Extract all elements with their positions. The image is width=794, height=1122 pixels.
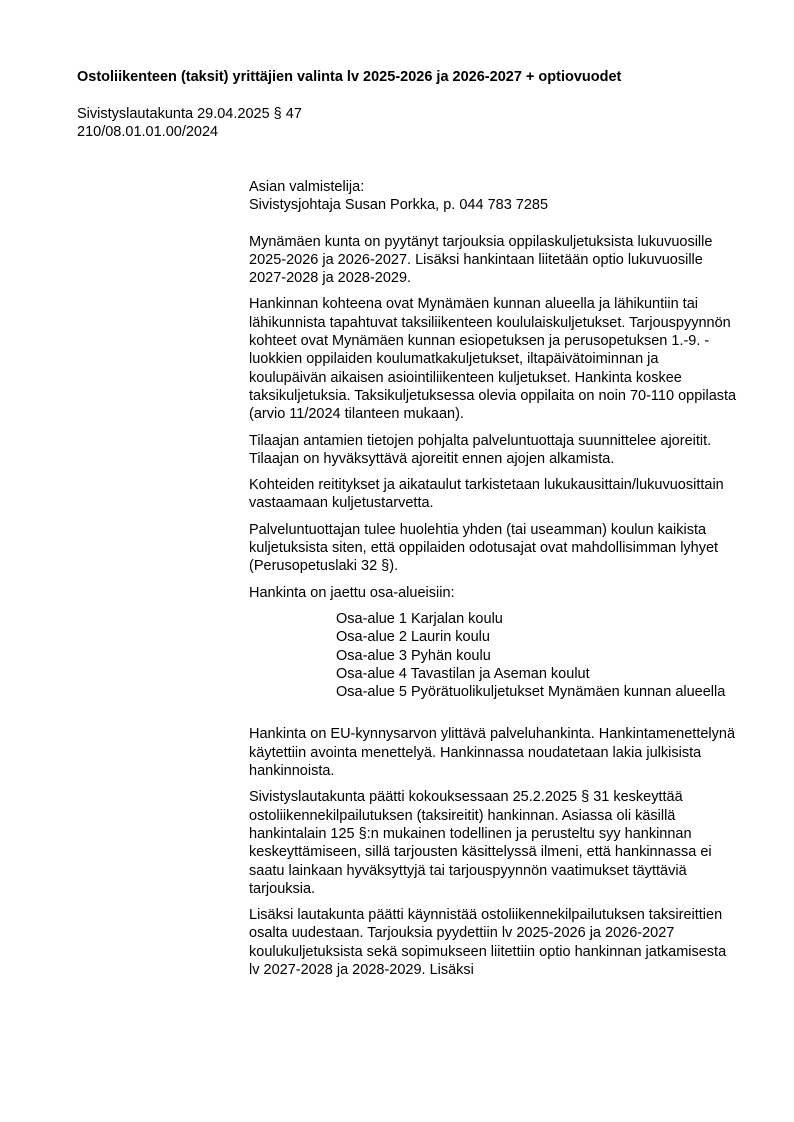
paragraph: Tilaajan antamien tietojen pohjalta palveluntuottaja suunnittelee ajoreitit. Tilaajan on hyväksyttävä ajoreitit ennen ajojen alkamista.: [249, 432, 712, 467]
paragraph: Palveluntuottajan tulee huolehtia yhden (tai useamman) koulun kaikista kuljetuksista siten, että oppilaiden odotusajat ovat mahdollisimman lyhyet (Perusopetuslaki 32 §).: [249, 521, 719, 575]
area-item: Osa-alue 5 Pyörätuolikuljetukset Mynämäen kunnan alueella: [336, 684, 726, 701]
preparer-label: Asian valmistelija:: [249, 179, 365, 195]
paragraph: Sivistyslautakunta päätti kokouksessaan 25.2.2025 § 31 keskeyttää ostoliikennekilpailutuksen (taksireitit) hankinnan. Asiassa oli käsillä hankintalain 125 §:n mukainen todellinen ja perusteltu syy hankinnan keskeyttämiseen, sillä tarjousten käsittelyssä ilmeni, että hankinnassa ei saatu lainkaan hyväksyttyjä tai tarjouspyynnön vaatimukset täyttäviä tarjouksia.: [249, 789, 712, 897]
paragraph: Kohteiden reititykset ja aikataulut tarkistetaan lukukausittain/lukuvuosittain vastaamaan kuljetustarvetta.: [249, 477, 724, 512]
area-item: Osa-alue 3 Pyhän koulu: [336, 647, 491, 664]
area-item: Osa-alue 2 Laurin koulu: [336, 629, 490, 646]
document-title: Ostoliikenteen (taksit) yrittäjien valinta lv 2025-2026 ja 2026-2027 + optiovuodet: [77, 69, 622, 85]
paragraph: Mynämäen kunta on pyytänyt tarjouksia oppilaskuljetuksista lukuvuosille 2025-2026 ja 2026-2027. Lisäksi hankintaan liitetään optio lukuvuosille 2027-2028 ja 2028-2029.: [249, 233, 713, 287]
preparer-person: Sivistysjohtaja Susan Porkka, p. 044 783 7285: [249, 197, 549, 214]
paragraph: Hankinta on EU-kynnysarvon ylittävä palveluhankinta. Hankintamenettelynä käytettiin avointa menettelyä. Hankinnassa noudatetaan lakia julkisista hankinnoista.: [249, 726, 736, 780]
board-meeting-line: Sivistyslautakunta 29.04.2025 § 47: [77, 106, 302, 122]
meeting-meta: [77, 105, 302, 141]
area-list: [336, 610, 739, 701]
preparer-block: [249, 178, 739, 215]
document-body: [249, 178, 739, 987]
paragraph: Hankinnan kohteena ovat Mynämäen kunnan alueella ja lähikuntiin tai lähikunnista tapahtuvat taksiliikenteen koululaiskuljetukset. Tarjouspyynnön kohteet ovat Mynämäen kunnan esiopetuksen ja perusopetuksen 1.-9. -luokkien oppilaiden koulumatkakuljetukset, iltapäivätoiminnan ja koulupäivän aikaisen asiointiliikenteen kuljetukset. Hankinta koskee taksikuljetuksia. Taksikuljetuksessa olevia oppilaita on noin 70-110 oppilasta (arvio 11/2024 tilanteen mukaan).: [249, 296, 737, 423]
paragraph: Lisäksi lautakunta päätti käynnistää ostoliikennekilpailutuksen taksireittien osalta uudestaan. Tarjouksia pyydettiin lv 2025-2026 ja 2026-2027 koulukuljetuksista sekä sopimukseen liitettiin optio hankinnan jatkamisesta lv 2027-2028 ja 2028-2029. Lisäksi: [249, 907, 727, 978]
area-item: Osa-alue 1 Karjalan koulu: [336, 610, 503, 627]
record-id: 210/08.01.01.00/2024: [77, 124, 219, 140]
paragraph: Hankinta on jaettu osa-alueisiin:: [249, 584, 455, 601]
area-item: Osa-alue 4 Tavastilan ja Aseman koulut: [336, 665, 590, 682]
